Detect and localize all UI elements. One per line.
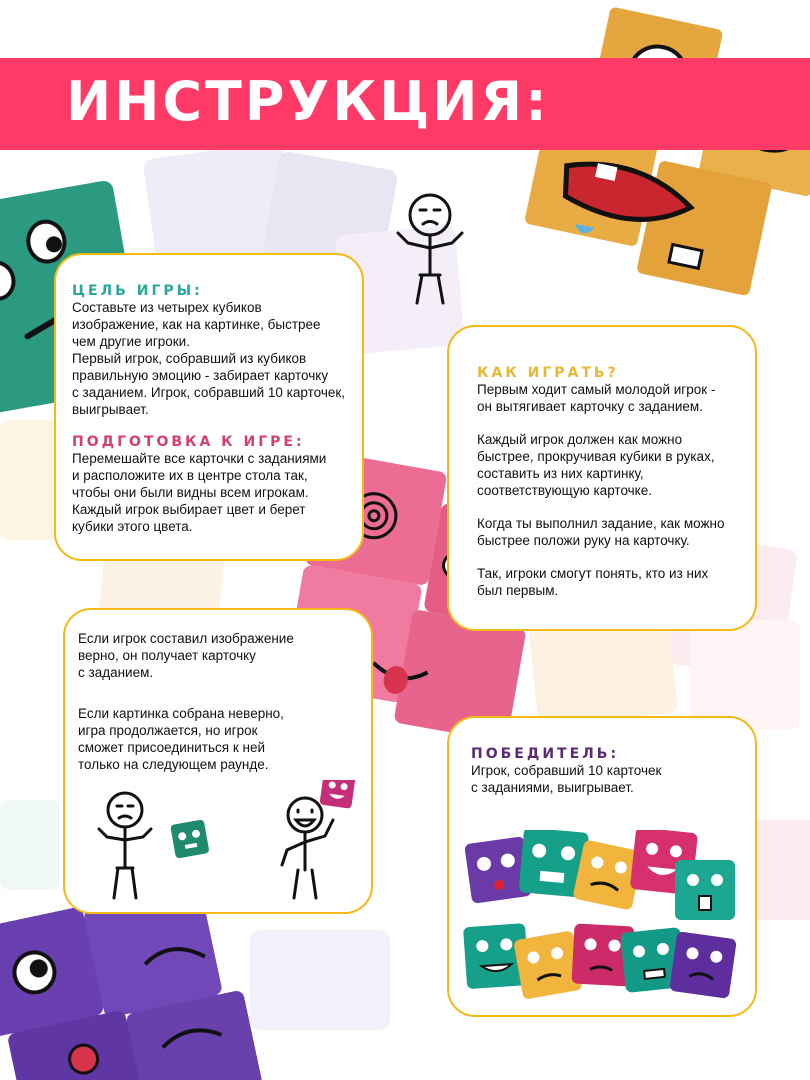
rules-card <box>63 608 373 914</box>
rules-line: Если игрок составил изображение <box>78 631 294 646</box>
how-to-play-card <box>447 325 757 631</box>
stick-figures-illustration <box>95 780 355 910</box>
goal-line: изображение, как на картинке, быстрее <box>72 317 321 332</box>
rules-line: только на следующем раунде. <box>78 757 269 772</box>
face-card-icon <box>513 930 583 1000</box>
happy-stick-figure-icon <box>282 798 333 898</box>
how-line: он вытягивает карточку с заданием. <box>477 399 703 414</box>
rules-line: с заданием. <box>78 665 154 680</box>
rules-line: игра продолжается, но игрок <box>78 723 258 738</box>
happy-cube-icon <box>319 780 355 809</box>
rules-line: верно, он получает карточку <box>78 648 256 663</box>
goal-line: чем другие игроки. <box>72 334 190 349</box>
how-line: Когда ты выполнил задание, как можно <box>477 516 725 531</box>
goal-line: Первый игрок, собравший из кубиков <box>72 351 307 366</box>
how-line: был первым. <box>477 583 559 598</box>
prep-line: чтобы они были видны всем игрокам. <box>72 485 309 500</box>
goal-heading: ЦЕЛЬ ИГРЫ: <box>72 283 203 299</box>
how-line: Первым ходит самый молодой игрок - <box>477 382 716 397</box>
goal-card <box>54 253 364 561</box>
prep-line: Перемешайте все карточки с заданиями <box>72 451 327 466</box>
goal-line: с заданием. Игрок, собравший 10 карточек, <box>72 385 346 400</box>
how-line: соответствующую карточке. <box>477 483 652 498</box>
prep-line: Каждый игрок выбирает цвет и берет <box>72 502 306 517</box>
face-card-icon <box>675 860 735 920</box>
confused-stick-figure-icon <box>99 793 151 898</box>
how-line: Так, игроки смогут понять, кто из них <box>477 566 709 581</box>
goal-line: выигрывает. <box>72 402 149 417</box>
face-cards-illustration <box>463 830 743 1010</box>
rules-line: Если картинка собрана неверно, <box>78 706 284 721</box>
winner-card <box>447 716 757 1017</box>
goal-line: правильную эмоцию - забирает карточку <box>72 368 329 383</box>
how-line: быстрее положи руку на карточку. <box>477 533 690 548</box>
how-line: Каждый игрок должен как можно <box>477 432 683 447</box>
face-card-icon <box>669 931 737 999</box>
sad-cube-icon <box>170 819 209 858</box>
how-line: быстрее, прокручивая кубики в руках, <box>477 449 715 464</box>
winner-heading: ПОБЕДИТЕЛЬ: <box>471 746 620 762</box>
prep-line: кубики этого цвета. <box>72 519 193 534</box>
winner-line: Игрок, собравший 10 карточек <box>471 763 662 778</box>
goal-line: Составьте из четырех кубиков <box>72 300 262 315</box>
prep-line: и расположите их в центре стола так, <box>72 468 308 483</box>
how-line: составить из них картинку, <box>477 466 644 481</box>
rules-line: сможет присоединиться к ней <box>78 740 265 755</box>
page-title: ИНСТРУКЦИЯ: <box>66 70 550 133</box>
prep-heading: ПОДГОТОВКА К ИГРЕ: <box>72 434 305 450</box>
winner-line: с заданиями, выигрывает. <box>471 780 634 795</box>
how-heading: КАК ИГРАТЬ? <box>477 365 619 381</box>
